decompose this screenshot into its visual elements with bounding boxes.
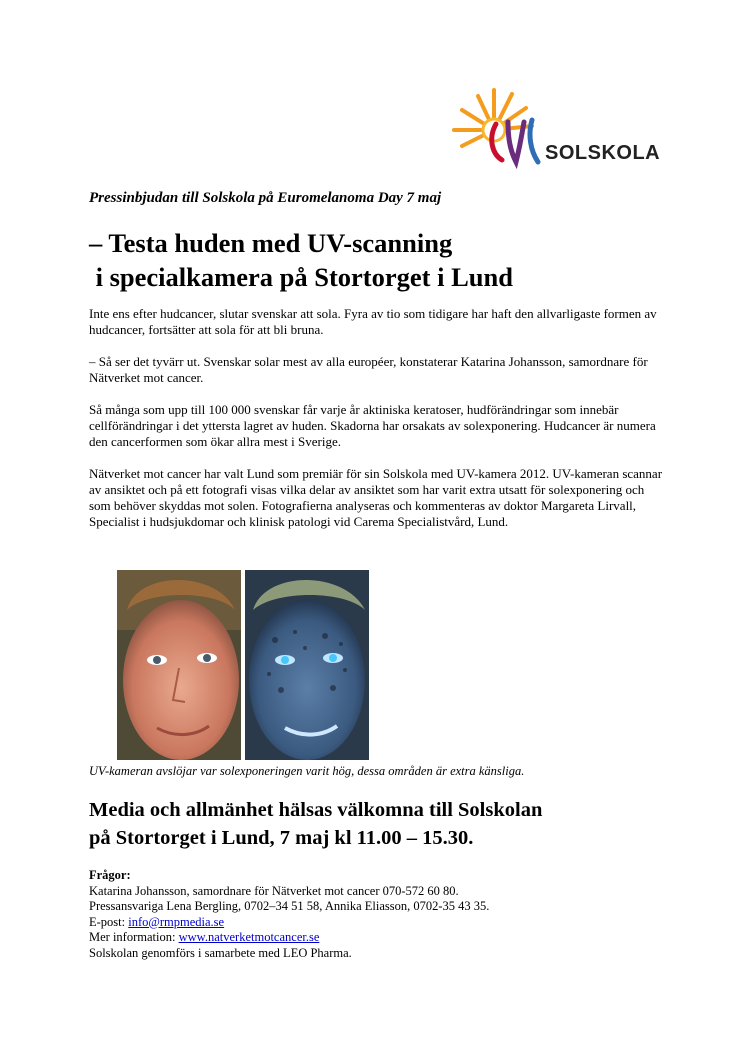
face-photo-uv [245,570,369,760]
press-invitation-subtitle: Pressinbjudan till Solskola på Euromelanoma Day 7 maj [89,190,442,206]
partner-note: Solskolan genomförs i samarbete med LEO Pharma. [89,945,352,960]
contact-press: Pressansvariga Lena Bergling, 0702–34 51 58, Annika Eliasson, 0702-35 43 35. [89,899,490,913]
photo-caption: UV-kameran avslöjar var solexponeringen varit hög, dessa områden är extra känsliga. [89,764,525,778]
web-label: Mer information: [89,930,179,944]
face-photo-normal [117,570,241,760]
invite-line-2: på Stortorget i Lund, 7 maj kl 11.00 – 15.30. [89,827,474,849]
questions-label: Frågor: [89,868,131,882]
paragraph-quote: – Så ser det tyvärr ut. Svenskar solar mest av alla européer, konstaterar Katarina Johansson, samordnare för Nätverket mot cancer. [89,354,648,385]
page-title [89,226,513,294]
paragraph-statistics: Så många som upp till 100 000 svenskar får varje år aktiniska keratoser, hudförändringar som innebär cellförändringar i det yttersta lagret av huden. Skadorna har orsakats av solexponering. Hudcancer är numera den cancerformen som ökar allra mest i Sverige. [89,402,656,449]
headline-line-2: i specialkamera på Stortorget i Lund [89,262,513,292]
contact-info [89,868,489,961]
contact-email-row [89,915,489,931]
headline-line-1: – Testa huden med UV-scanning [89,228,453,258]
email-label: E-post: [89,914,129,929]
article-body [89,306,669,546]
paragraph-intro: Inte ens efter hudcancer, slutar svenskar att sola. Fyra av tio som tidigare har haft den allvarligaste formen av hudcancer, fortsätter att sola för att bli bruna. [89,306,657,337]
invite-line-1: Media och allmänhet hälsas välkomna till Solskolan [89,799,543,821]
paragraph-uv-camera: Nätverket mot cancer har valt Lund som premiär för sin Solskola med UV-kamera 2012. UV-kameran scannar av ansiktet och på ett fotografi visas vilka delar av ansiktet som har varit extra utsatt för solexponering och som behöver skyddas mot solen. Fotografierna analyseras och kommenteras av doktor Margareta Lirvall, Specialist i hudsjukdomar och klinisk patologi vid Carema Specialistvård, Lund. [89,466,663,529]
uv-comparison-photos [117,570,369,760]
logo-text: SOLSKOLA [545,142,661,164]
invitation-heading [89,796,542,852]
website-link[interactable]: www.natverketmotcancer.se [178,930,320,944]
contact-web-row [89,930,489,946]
contact-katarina: Katarina Johansson, samordnare för Nätverket mot cancer 070-572 60 80. [89,883,459,898]
email-link[interactable]: info@rmpmedia.se [128,914,225,929]
